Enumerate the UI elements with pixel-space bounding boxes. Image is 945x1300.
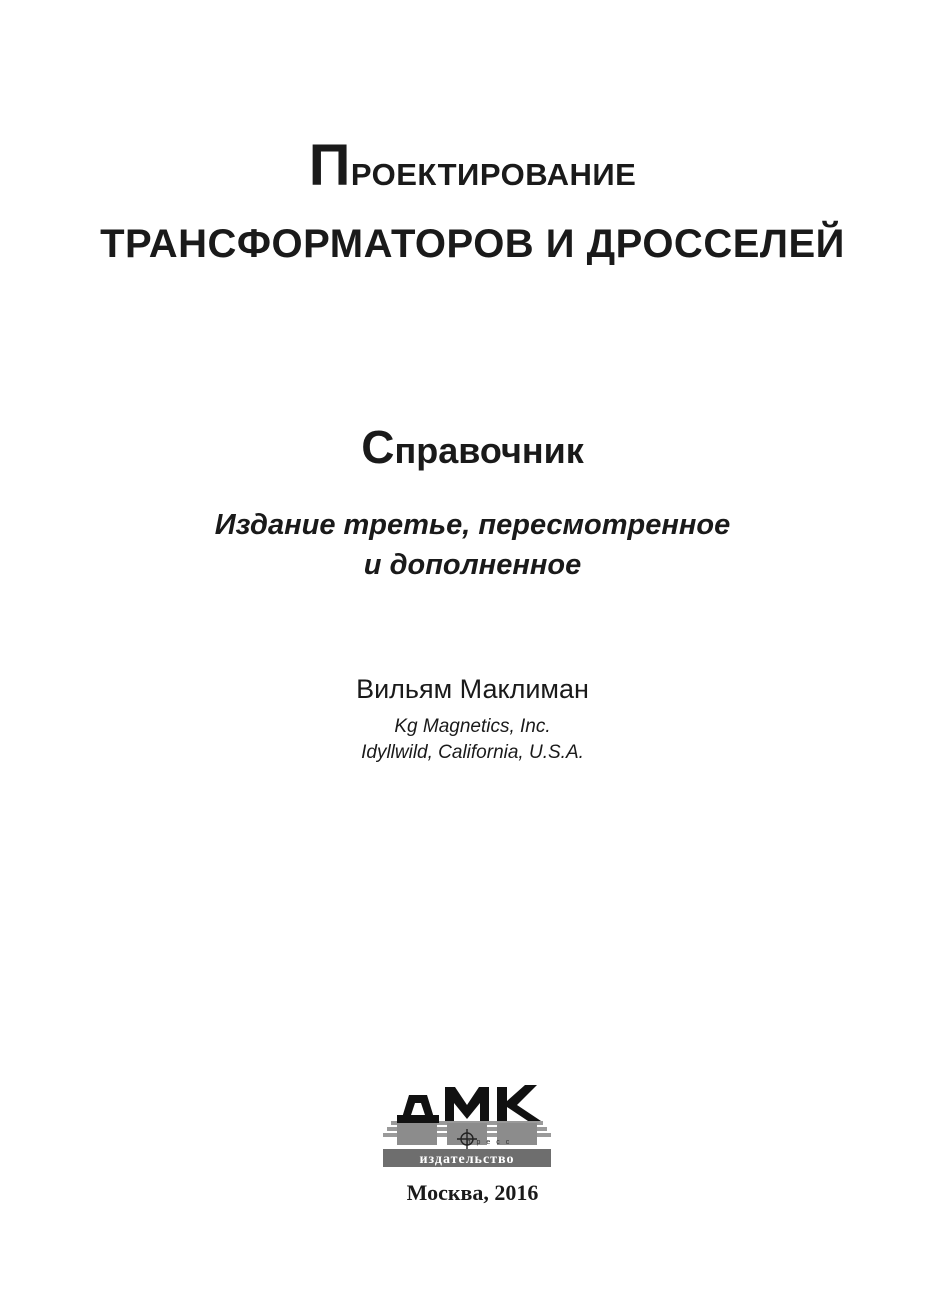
title-line-1 [0,132,945,199]
edition-note [0,505,945,585]
subtitle-rest: правочник [394,430,584,471]
subtitle [0,420,945,474]
edition-line-1: Издание третье, пересмотренное [214,509,731,541]
author-name: Вильям Маклиман [356,674,589,704]
logo-text: ДМК [465,1085,469,1086]
imprint: Москва, 2016 [406,1180,539,1205]
title-line-2: ТРАНСФОРМАТОРОВ И ДРОССЕЛЕЙ [100,222,845,266]
author-affiliation-2: Idyllwild, California, U.S.A. [361,742,584,763]
edition-line-2: и дополненное [363,549,582,581]
title-initial: П [308,133,351,198]
subtitle-initial: С [361,421,395,473]
publisher-logo [381,1077,553,1169]
logo-subtext: пресс [466,1139,516,1146]
logo-band-text: издательство [419,1152,515,1167]
title-rest: роектирование [350,146,637,195]
author-affiliation-1: Kg Magnetics, Inc. [394,716,551,737]
